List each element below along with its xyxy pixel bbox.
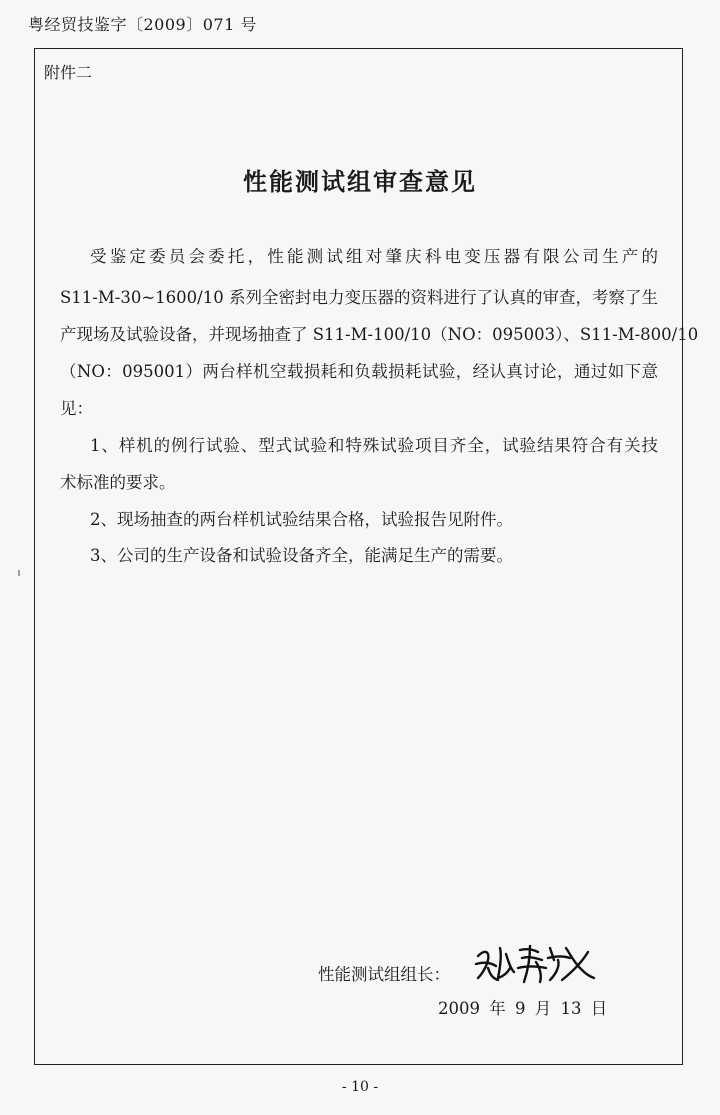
attachment-label: 附件二: [44, 63, 93, 82]
page-number: - 10 -: [341, 1079, 379, 1095]
signature-date: 2009 年 9 月 13 日: [438, 999, 608, 1018]
paragraph-line: S11-M-30~1600/10 系列全密封电力变压器的资料进行了认真的审查，考察了生: [60, 288, 658, 307]
document-number: 粤经贸技鉴字〔2009〕071 号: [28, 15, 257, 34]
paragraph-line: 受鉴定委员会委托，性能测试组对肇庆科电变压器有限公司生产的: [90, 247, 658, 266]
speck-mark: [18, 570, 20, 576]
document-title: 性能测试组审查意见: [243, 168, 477, 196]
signer-label: 性能测试组组长：: [318, 965, 450, 984]
item-1-line: 1、样机的例行试验、型式试验和特殊试验项目齐全，试验结果符合有关技: [90, 436, 658, 455]
handwritten-signature: [470, 938, 600, 992]
item-2: 2、现场抽查的两台样机试验结果合格，试验报告见附件。: [90, 510, 513, 529]
item-3: 3、公司的生产设备和试验设备齐全，能满足生产的需要。: [90, 546, 513, 565]
paragraph-line: 见：: [60, 399, 93, 418]
paragraph-line: 产现场及试验设备，并现场抽查了 S11-M-100/10（NO：095003）、S11-M-800/10: [60, 325, 699, 344]
paragraph-line: （NO：095001）两台样机空载损耗和负载损耗试验，经认真讨论，通过如下意: [60, 362, 658, 381]
item-1-line: 术标准的要求。: [60, 473, 176, 492]
